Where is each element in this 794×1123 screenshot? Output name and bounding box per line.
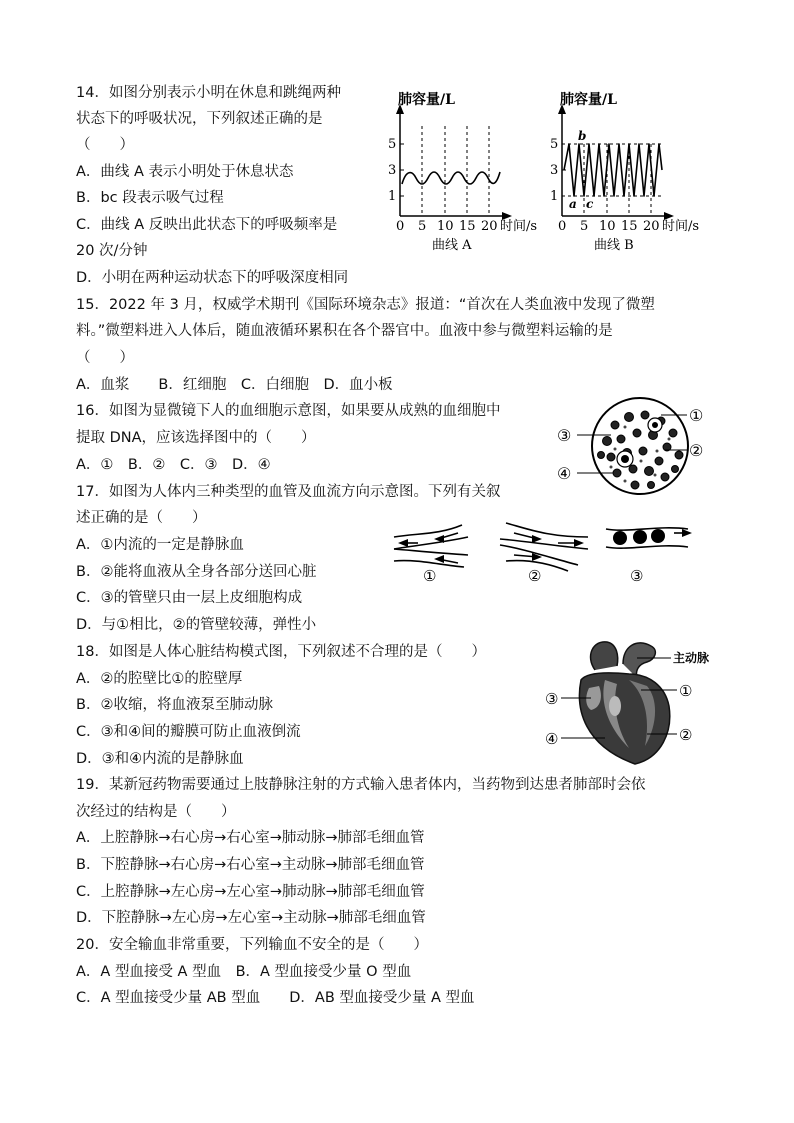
q17-option-a: A．①内流的一定是静脉血	[76, 537, 244, 553]
q14-b-ytick-1: 1	[550, 189, 559, 204]
q14-option-c-cont: 20 次/分钟	[76, 243, 148, 259]
q17-label-1: ①	[423, 567, 437, 585]
q17-option-c: C．③的管壁只由一层上皮细胞构成	[76, 590, 303, 606]
q14-a-xtick-15: 15	[459, 219, 476, 234]
q20-options-cd: C．A 型血接受少量 AB 型血 D．AB 型血接受少量 A 型血	[76, 990, 475, 1006]
q20-stem: 20．安全输血非常重要，下列输血不安全的是（ ）	[76, 937, 428, 953]
q14-a-xtick-5: 5	[418, 219, 427, 234]
q15-options: A．血浆 B．红细胞 C．白细胞 D．血小板	[76, 377, 393, 393]
q18-heart-figure	[545, 636, 720, 768]
q19-option-d: D．下腔静脉→左心房→左心室→主动脉→肺部毛细血管	[76, 910, 426, 926]
q14-stem-line1: 14．如图分别表示小明在休息和跳绳两种	[76, 85, 341, 101]
q14-b-ylabel: 肺容量/L	[560, 92, 617, 108]
q17-stem-line1: 17．如图为人体内三种类型的血管及血流方向示意图。下列有关叙	[76, 484, 501, 500]
q15-stem-line1: 15．2022 年 3 月，权威学术期刊《国际环境杂志》报道：“首次在人类血液中发现了微塑	[76, 297, 655, 313]
q14-b-point-a: a	[569, 197, 577, 211]
q15-answer-paren: （ ）	[76, 350, 134, 366]
q18-label-3: ③	[545, 690, 559, 708]
q14-b-ytick-3: 3	[550, 163, 559, 178]
q14-b-xlabel: 时间/s	[662, 219, 700, 234]
q14-b-xtick-0: 0	[558, 219, 567, 234]
q18-label-4: ④	[545, 730, 559, 748]
q18-option-d: D．③和④内流的是静脉血	[76, 751, 244, 767]
q14-option-d: D．小明在两种运动状态下的呼吸深度相同	[76, 270, 349, 286]
q14-curve-b	[564, 144, 662, 196]
q14-b-caption: 曲线 B	[594, 238, 634, 253]
q14-option-b: B．bc 段表示吸气过程	[76, 190, 224, 206]
q17-option-b: B．②能将血液从全身各部分送回心脏	[76, 564, 317, 580]
q19-option-b: B．下腔静脉→右心房→右心室→主动脉→肺部毛细血管	[76, 857, 425, 873]
q14-a-caption: 曲线 A	[432, 238, 472, 253]
q18-label-2: ②	[679, 726, 693, 744]
q14-curve-a	[402, 172, 500, 184]
q14-b-point-b: b	[578, 129, 587, 143]
q14-a-xtick-10: 10	[437, 219, 454, 234]
q16-blood-cell-figure	[555, 395, 715, 497]
q19-stem-line2: 次经过的结构是（ ）	[76, 804, 236, 820]
q17-stem-line2: 述正确的是（ ）	[76, 510, 207, 526]
q18-option-b: B．②收缩，将血液泵至肺动脉	[76, 697, 273, 713]
q19-option-c: C．上腔静脉→左心房→左心室→肺动脉→肺部毛细血管	[76, 884, 425, 900]
q16-stem-line2: 提取 DNA，应该选择图中的（ ）	[76, 430, 316, 446]
q14-a-xlabel: 时间/s	[500, 219, 538, 234]
q18-option-a: A．②的腔壁比①的腔壁厚	[76, 671, 243, 687]
q14-chart-b	[538, 86, 708, 256]
q16-label-4: ④	[557, 464, 572, 483]
q17-label-3: ③	[630, 567, 644, 585]
q15-stem-line2: 料。”微塑料进入人体后，随血液循环累积在各个器官中。血液中参与微塑料运输的是	[76, 323, 613, 339]
q14-a-ytick-3: 3	[388, 163, 397, 178]
q18-option-c: C．③和④间的瓣膜可防止血液倒流	[76, 724, 301, 740]
q18-aorta-label: 主动脉	[673, 651, 710, 665]
q14-answer-paren: （ ）	[76, 137, 134, 153]
q16-stem-line1: 16．如图为显微镜下人的血细胞示意图，如果要从成熟的血细胞中	[76, 403, 501, 419]
q17-label-2: ②	[528, 567, 542, 585]
q14-b-xtick-15: 15	[621, 219, 638, 234]
q18-stem: 18．如图是人体心脏结构模式图，下列叙述不合理的是（ ）	[76, 644, 486, 660]
q14-a-ylabel: 肺容量/L	[398, 92, 455, 108]
q14-chart-a	[378, 86, 548, 256]
q16-options: A．① B．② C．③ D．④	[76, 457, 271, 473]
q14-option-a: A．曲线 A 表示小明处于休息状态	[76, 164, 294, 180]
q14-a-ytick-1: 1	[388, 189, 397, 204]
q17-option-d: D．与①相比，②的管壁较薄，弹性小	[76, 617, 317, 633]
q14-b-xtick-20: 20	[643, 219, 660, 234]
q14-a-ytick-5: 5	[388, 137, 397, 152]
q14-a-xtick-20: 20	[481, 219, 498, 234]
q20-options-ab: A．A 型血接受 A 型血 B．A 型血接受少量 O 型血	[76, 964, 412, 980]
q16-label-3: ③	[557, 426, 572, 445]
q14-b-point-c: c	[586, 197, 594, 211]
q17-vessel-figure	[388, 515, 698, 585]
q16-label-2: ②	[689, 441, 704, 460]
q19-stem-line1: 19．某新冠药物需要通过上肢静脉注射的方式输入患者体内，当药物到达患者肺部时会依	[76, 777, 646, 793]
q14-b-ytick-5: 5	[550, 137, 559, 152]
q16-label-1: ①	[689, 406, 704, 425]
q14-option-c: C．曲线 A 反映出此状态下的呼吸频率是	[76, 217, 338, 233]
q18-label-1: ①	[679, 682, 693, 700]
q14-stem-line2: 状态下的呼吸状况，下列叙述正确的是	[76, 111, 323, 127]
q14-b-xtick-10: 10	[599, 219, 616, 234]
q14-a-xtick-0: 0	[396, 219, 405, 234]
q19-option-a: A．上腔静脉→右心房→右心室→肺动脉→肺部毛细血管	[76, 830, 425, 846]
q14-b-xtick-5: 5	[580, 219, 589, 234]
